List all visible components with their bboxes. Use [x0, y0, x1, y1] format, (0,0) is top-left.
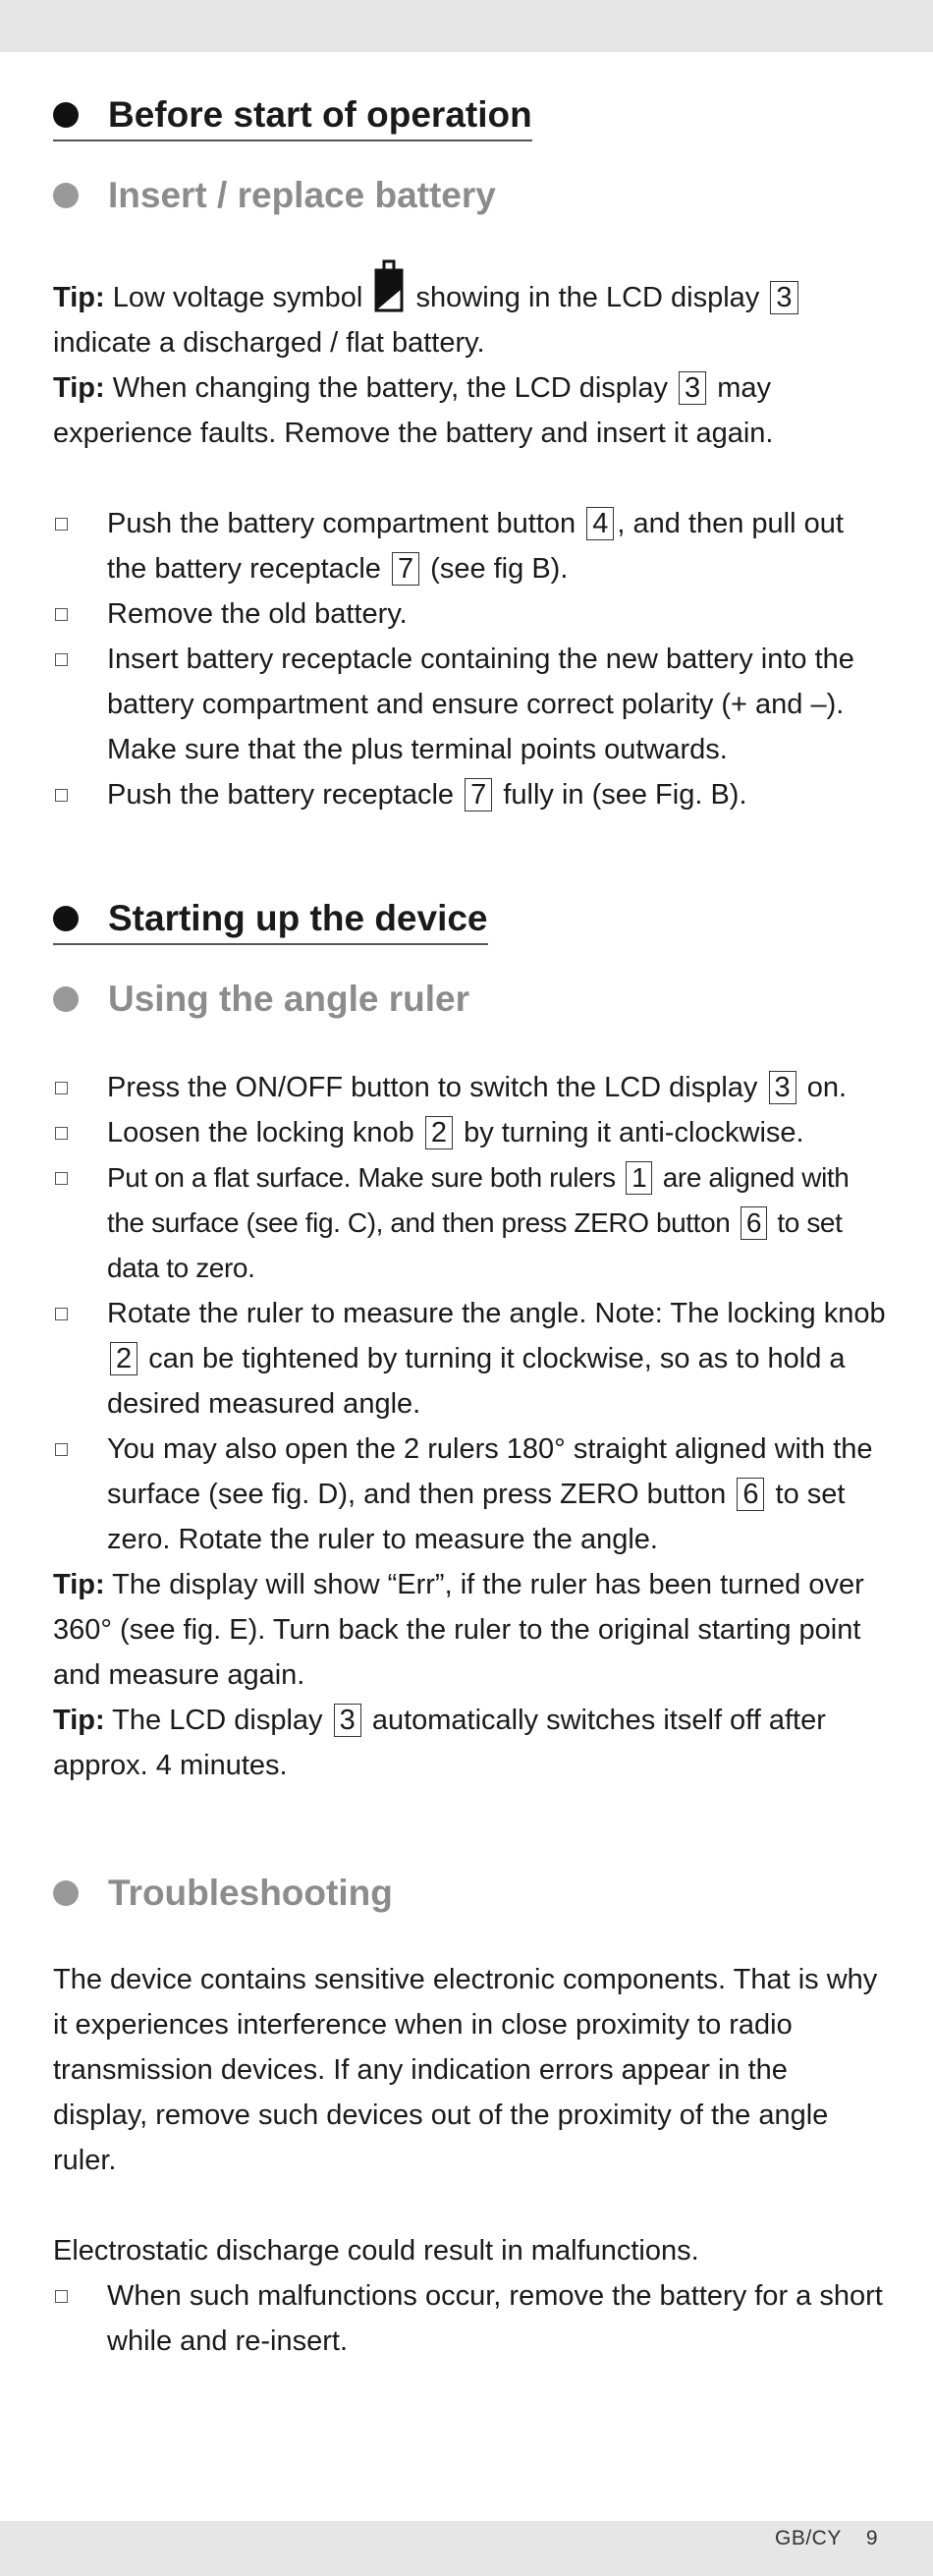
- list-item: [53, 1291, 888, 1427]
- tip-text: When changing the battery, the LCD display: [112, 372, 668, 404]
- list-item: [53, 637, 888, 772]
- ruler-tip-1: [53, 1562, 888, 1698]
- step-text: Push the battery compartment button: [107, 508, 576, 539]
- subheading-bullet-icon: [53, 1880, 79, 1906]
- troubleshooting-steps-list: [53, 2273, 888, 2364]
- tip-text: may experience faults. Remove the battery and insert it again.: [53, 372, 774, 449]
- page-number: 9: [865, 2527, 878, 2549]
- part-ref-box: 3: [679, 371, 706, 405]
- step-text: Push the battery receptacle: [107, 779, 455, 811]
- step-text: can be tightened by turning it clockwise, so as to hold a desired measured angle.: [107, 1343, 846, 1420]
- footer-language-label: GB/CY: [775, 2527, 842, 2549]
- heading-before-start-text: Before start of operation: [108, 94, 532, 135]
- part-ref-box: 6: [741, 1206, 767, 1240]
- heading-bullet-icon: [53, 906, 79, 931]
- heading-insert-battery-text: Insert / replace battery: [108, 175, 496, 215]
- list-item: [53, 501, 888, 591]
- checkbox-square-icon: [55, 608, 68, 621]
- checkbox-square-icon: [55, 1172, 68, 1185]
- checkbox-square-icon: [55, 1443, 68, 1456]
- part-ref-box: 7: [392, 552, 419, 586]
- step-text: on.: [806, 1072, 848, 1103]
- list-item: [53, 772, 888, 817]
- subheading-bullet-icon: [53, 183, 79, 208]
- top-margin-bar: [0, 0, 933, 52]
- step-text: Put on a flat surface. Make sure both rulers: [107, 1162, 616, 1193]
- step-text: are aligned with the surface (see fig. C), and then press ZERO button: [107, 1162, 850, 1238]
- tip-label: Tip:: [53, 282, 105, 313]
- tip-label: Tip:: [53, 1569, 105, 1600]
- tip-text: Low voltage symbol: [112, 282, 363, 313]
- heading-before-start: [53, 94, 532, 141]
- list-item: [53, 1427, 888, 1562]
- step-text: Loosen the locking knob: [107, 1117, 414, 1148]
- heading-starting-up-text: Starting up the device: [108, 898, 488, 938]
- step-text: Rotate the ruler to measure the angle. Note: The locking knob: [107, 1298, 886, 1329]
- list-item: [53, 1065, 888, 1110]
- checkbox-square-icon: [55, 1127, 68, 1140]
- step-text: Insert battery receptacle containing the new battery into the battery compartment and ensure correct polarity (+ and –). Make sure that the plus terminal points outwards.: [107, 644, 854, 765]
- part-ref-box: 2: [110, 1342, 137, 1375]
- tip-text: indicate a discharged / flat battery.: [53, 327, 485, 359]
- step-text: Remove the old battery.: [107, 598, 408, 630]
- list-item: [53, 1110, 888, 1155]
- checkbox-square-icon: [55, 2290, 68, 2303]
- list-item: [53, 591, 888, 637]
- page-footer: [775, 2527, 878, 2550]
- battery-steps-list: [53, 501, 888, 817]
- step-text: Press the ON/OFF button to switch the LCD display: [107, 1072, 758, 1103]
- heading-troubleshooting-text: Troubleshooting: [108, 1873, 393, 1913]
- part-ref-box: 3: [334, 1704, 361, 1737]
- ruler-tips: [53, 1562, 888, 1788]
- part-ref-box: 3: [769, 1071, 796, 1104]
- list-item: [53, 1155, 888, 1291]
- heading-bullet-icon: [53, 102, 79, 128]
- troubleshooting-paragraph-2: Electrostatic discharge could result in malfunctions.: [53, 2235, 699, 2267]
- step-text: by turning it anti-clockwise.: [464, 1117, 804, 1148]
- step-text: to set data to zero.: [107, 1207, 843, 1283]
- part-ref-box: 6: [737, 1478, 764, 1511]
- step-text: (see fig B).: [430, 553, 569, 585]
- part-ref-box: 2: [425, 1116, 453, 1149]
- checkbox-square-icon: [55, 653, 68, 666]
- manual-page-content: [53, 94, 888, 2364]
- part-ref-box: 1: [626, 1161, 652, 1195]
- step-text: When such malfunctions occur, remove the battery for a short while and re-insert.: [107, 2280, 883, 2357]
- checkbox-square-icon: [55, 789, 68, 802]
- tip-text: The LCD display: [112, 1705, 323, 1736]
- part-ref-box: 7: [465, 778, 492, 812]
- heading-insert-battery: [53, 175, 888, 216]
- checkbox-square-icon: [55, 1082, 68, 1094]
- heading-troubleshooting: [53, 1873, 888, 1914]
- step-text: , and then pull out the battery receptacle: [107, 508, 844, 585]
- step-text: to set zero. Rotate the ruler to measure the angle.: [107, 1479, 846, 1555]
- heading-starting-up: [53, 898, 488, 945]
- tip-label: Tip:: [53, 372, 105, 404]
- heading-angle-ruler: [53, 979, 888, 1020]
- checkbox-square-icon: [55, 1308, 68, 1320]
- ruler-steps-list: [53, 1065, 888, 1562]
- part-ref-box: 4: [586, 507, 614, 540]
- tip-text: automatically switches itself off after approx. 4 minutes.: [53, 1705, 826, 1781]
- part-ref-box: 3: [770, 281, 797, 314]
- checkbox-square-icon: [55, 518, 68, 531]
- battery-tips: [53, 259, 888, 456]
- battery-tip-1: [53, 259, 888, 365]
- tip-text: The display will show “Err”, if the ruler has been turned over 360° (see fig. E). Turn back the ruler to the original starting point and measure again.: [53, 1569, 864, 1691]
- subheading-bullet-icon: [53, 986, 79, 1012]
- step-text: fully in (see Fig. B).: [503, 779, 747, 811]
- tip-label: Tip:: [53, 1705, 105, 1736]
- heading-angle-ruler-text: Using the angle ruler: [108, 979, 470, 1019]
- battery-tip-2: [53, 365, 888, 456]
- battery-low-icon: [374, 259, 404, 312]
- step-text: You may also open the 2 rulers 180° straight aligned with the surface (see fig. D), and then press ZERO button: [107, 1433, 873, 1510]
- list-item: [53, 2273, 888, 2364]
- tip-text: showing in the LCD display: [415, 282, 760, 313]
- troubleshooting-paragraph-1: The device contains sensitive electronic components. That is why it experiences interference when in close proximity to radio transmission devices. If any indication errors appear in the display, remove such devices out of the proximity of the angle ruler.: [53, 1964, 878, 2176]
- ruler-tip-2: [53, 1698, 888, 1788]
